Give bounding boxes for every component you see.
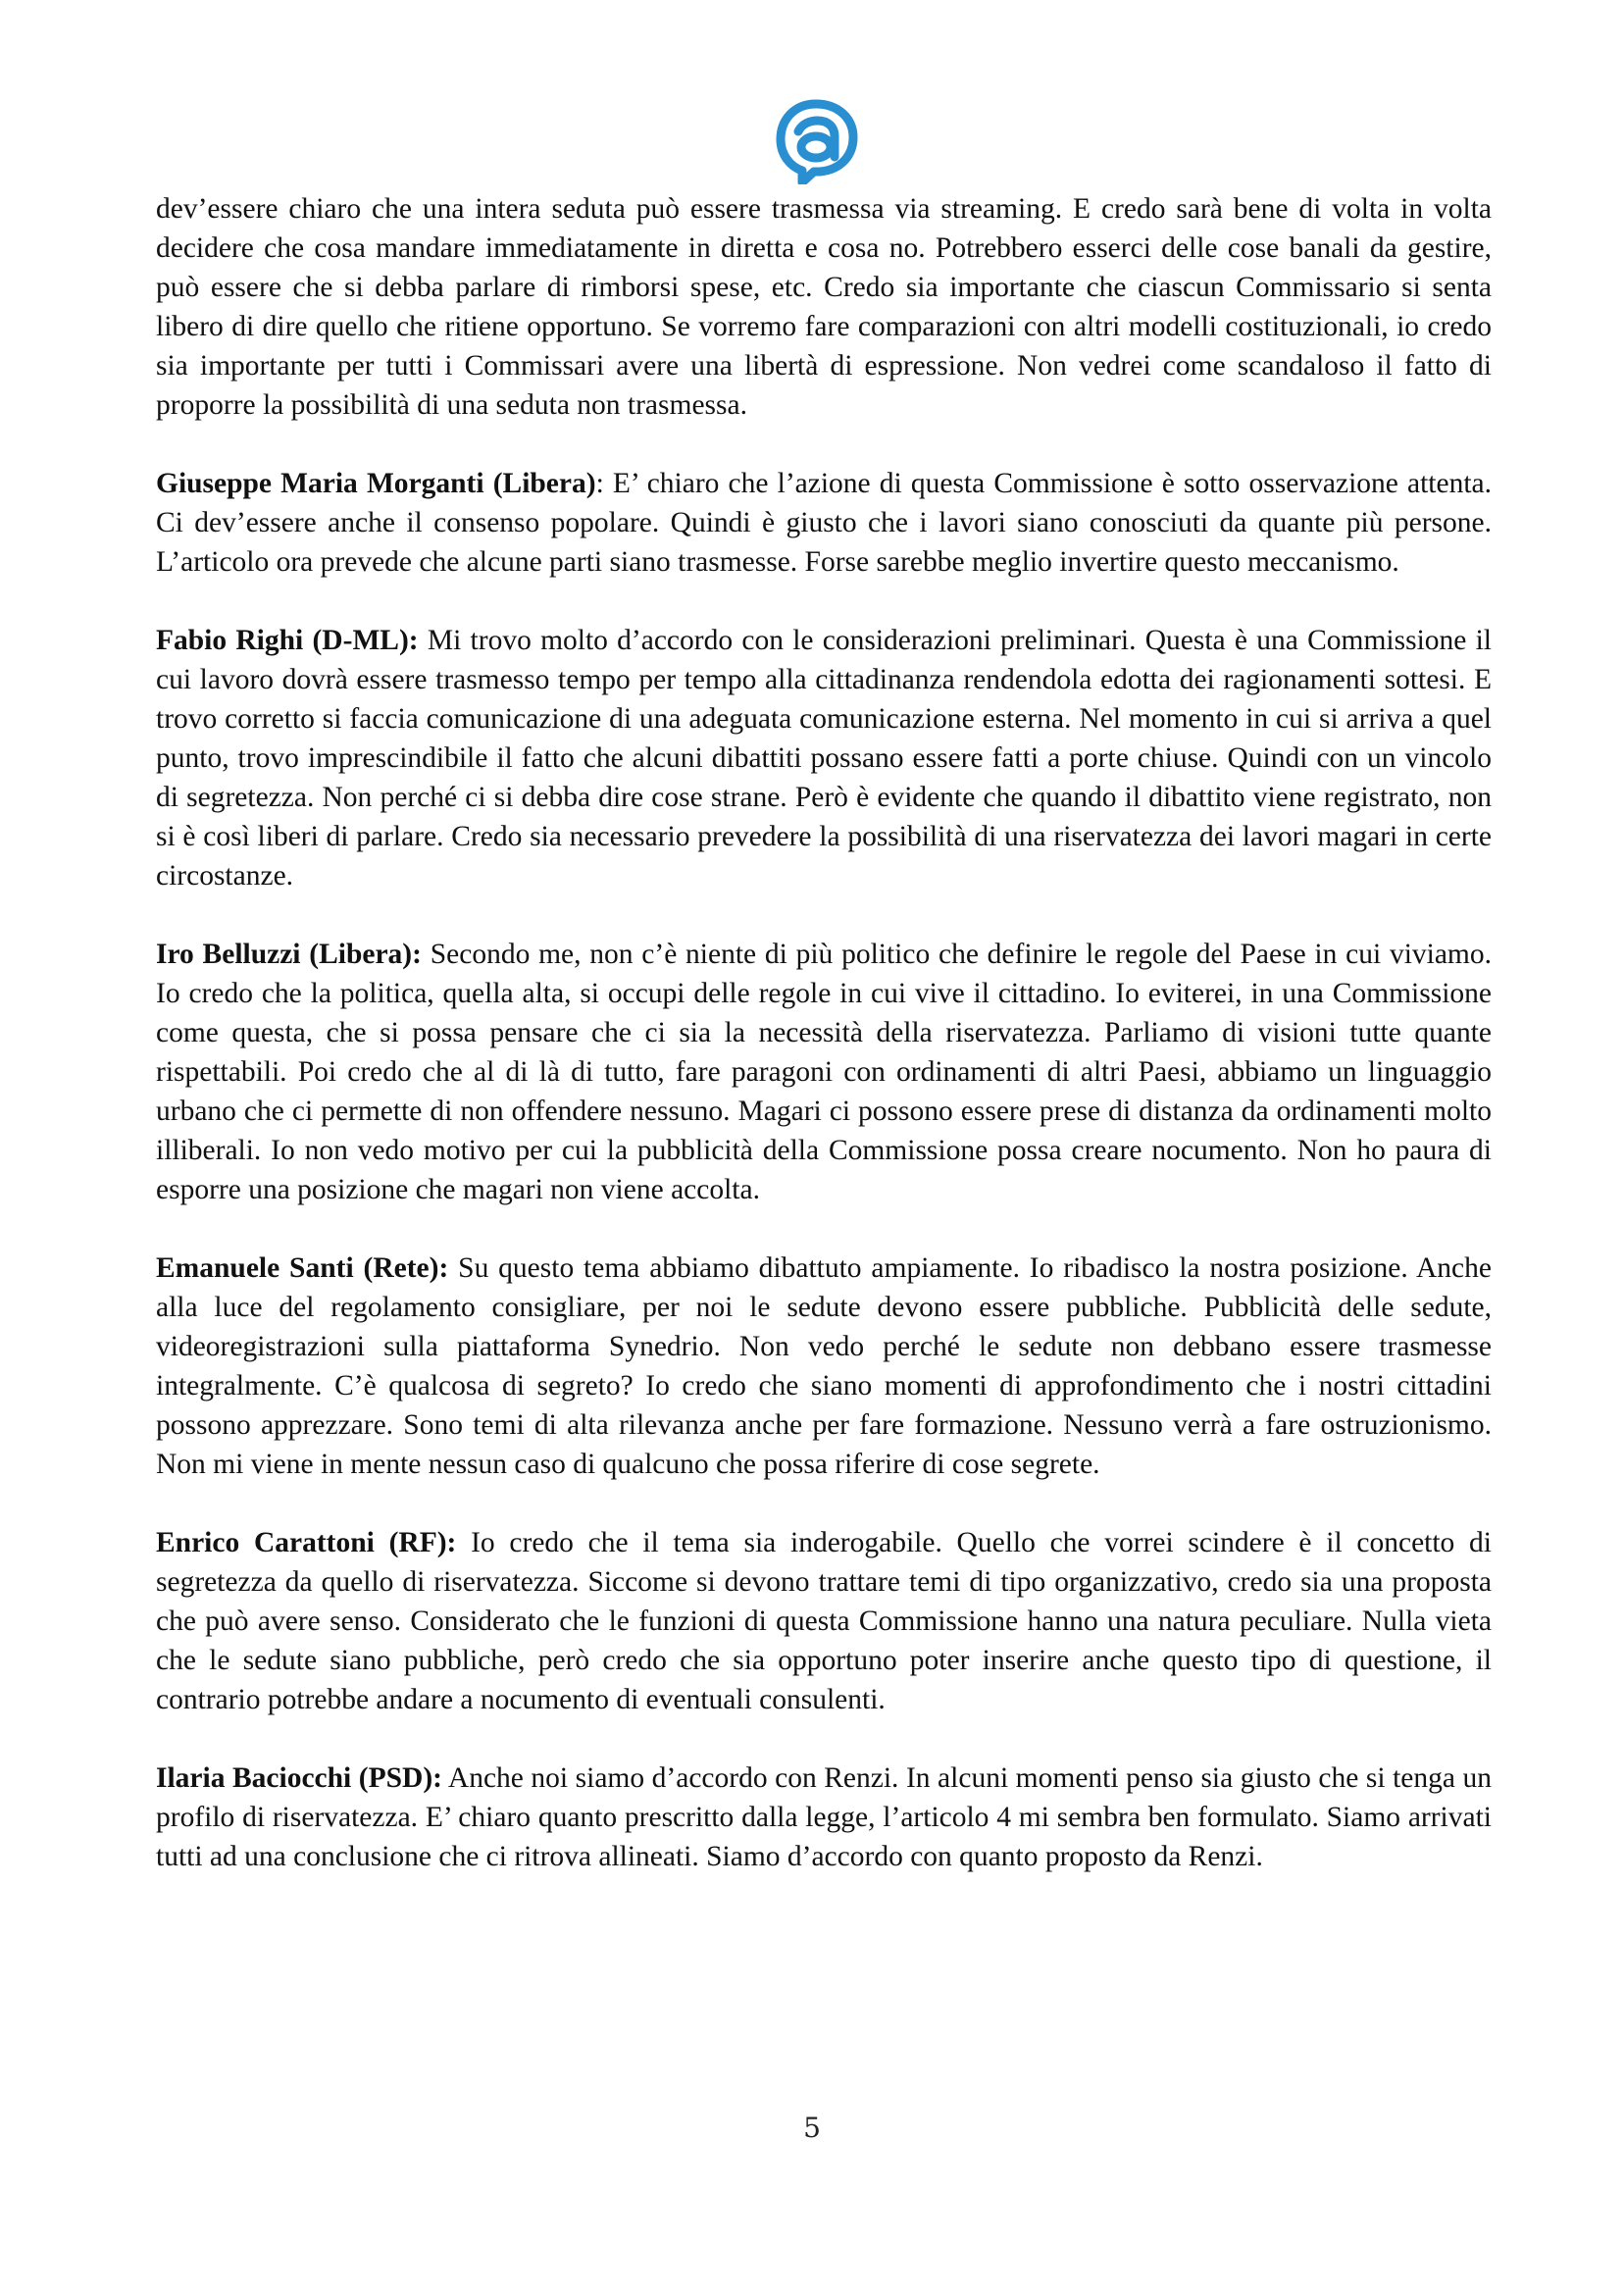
intervention-text: Anche noi siamo d’accordo con Renzi. In alcuni momenti penso sia giusto che si tenga un profilo di riservatezza. E’ chiaro quanto prescritto dalla legge, l’articolo 4 mi sembra ben formulato. Siamo arrivati tutti ad una conclusione che ci ritrova allineati. Siamo d’accordo con quanto proposto da Renzi. <box>156 1762 1492 1872</box>
intervention-text: Su questo tema abbiamo dibattuto ampiamente. Io ribadisco la nostra posizione. Anche alla luce del regolamento consigliare, per noi le sedute devono essere pubbliche. Pubblicità delle sedute, videoregistrazioni sulla piattaforma Synedrio. Non vedo perché le sedute non debbano essere trasmesse integralmente. C’è qualcosa di segreto? Io credo che siano momenti di approfondimento che i nostri cittadini possono apprezzare. Sono temi di alta rilevanza anche per fare formazione. Nessuno verrà a fare ostruzionismo. Non mi viene in mente nessun caso di qualcuno che possa riferire di cose segrete. <box>156 1252 1492 1480</box>
document-body <box>156 189 1492 1915</box>
intervention-paragraph <box>156 621 1492 895</box>
intervention-text: Io credo che il tema sia inderogabile. Quello che vorrei scindere è il concetto di segretezza da quello di riservatezza. Siccome si devono trattare temi di tipo organizzativo, credo sia una proposta che può avere senso. Considerato che le funzioni di questa Commissione hanno una natura peculiare. Nulla vieta che le sedute siano pubbliche, però credo che sia opportuno poter inserire anche questo tipo di questione, il contrario potrebbe andare a nocumento di eventuali consulenti. <box>156 1527 1492 1715</box>
at-sign-logo-icon <box>773 98 859 184</box>
page-number: 5 <box>803 2112 821 2144</box>
intervention-paragraph <box>156 935 1492 1209</box>
intervention-text: : E’ chiaro che l’azione di questa Commissione è sotto osservazione attenta. Ci dev’essere anche il consenso popolare. Quindi è giusto che i lavori siano conosciuti da quante più persone. L’articolo ora prevede che alcune parti siano trasmesse. Forse sarebbe meglio invertire questo meccanismo. <box>156 468 1492 578</box>
speaker-name: Enrico Carattoni (RF): <box>156 1527 457 1558</box>
intervention-paragraph <box>156 1523 1492 1719</box>
intervention-paragraph <box>156 1759 1492 1876</box>
intervention-paragraph <box>156 1249 1492 1484</box>
intervention-paragraph <box>156 464 1492 582</box>
intervention-text: Secondo me, non c’è niente di più politico che definire le regole del Paese in cui viviamo. Io credo che la politica, quella alta, si occupi delle regole in cui vive il cittadino. Io eviterei, in una Commissione come questa, che si possa pensare che ci sia la necessità della riservatezza. Parliamo di visioni tutte quante rispettabili. Poi credo che al di là di tutto, fare paragoni con ordinamenti di altri Paesi, abbiamo un linguaggio urbano che ci permette di non offendere nessuno. Magari ci possono essere prese di distanza da ordinamenti molto illiberali. Io non vedo motivo per cui la pubblicità della Commissione possa creare nocumento. Non ho paura di esporre una posizione che magari non viene accolta. <box>156 939 1492 1205</box>
speaker-name: Emanuele Santi (Rete): <box>156 1252 449 1284</box>
intervention-text: Mi trovo molto d’accordo con le considerazioni preliminari. Questa è una Commissione il cui lavoro dovrà essere trasmesso tempo per tempo alla cittadinanza rendendola edotta dei ragionamenti sottesi. E trovo corretto si faccia comunicazione di una adeguata comunicazione esterna. Nel momento in cui si arriva a quel punto, trovo imprescindibile il fatto che alcuni dibattiti possano essere fatti a porte chiuse. Quindi con un vincolo di segretezza. Non perché ci si debba dire cose strane. Però è evidente che quando il dibattito viene registrato, non si è così liberi di parlare. Credo sia necessario prevedere la possibilità di una riservatezza dei lavori magari in certe circostanze. <box>156 625 1493 892</box>
continuation-paragraph: dev’essere chiaro che una intera seduta può essere trasmessa via streaming. E credo sarà bene di volta in volta decidere che cosa mandare immediatamente in diretta e cosa no. Potrebbero esserci delle cose banali da gestire, può essere che si debba parlare di rimborsi spese, etc. Credo sia importante che ciascun Commissario si senta libero di dire quello che ritiene opportuno. Se vorremo fare comparazioni con altri modelli costituzionali, io credo sia importante per tutti i Commissari avere una libertà di espressione. Non vedrei come scandaloso il fatto di proporre la possibilità di una seduta non trasmessa. <box>156 193 1492 421</box>
speaker-name: Iro Belluzzi (Libera): <box>156 939 422 970</box>
speaker-name: Fabio Righi (D-ML): <box>156 625 419 656</box>
speaker-name: Ilaria Baciocchi (PSD): <box>156 1762 442 1794</box>
speaker-name: Giuseppe Maria Morganti (Libera) <box>156 468 596 499</box>
